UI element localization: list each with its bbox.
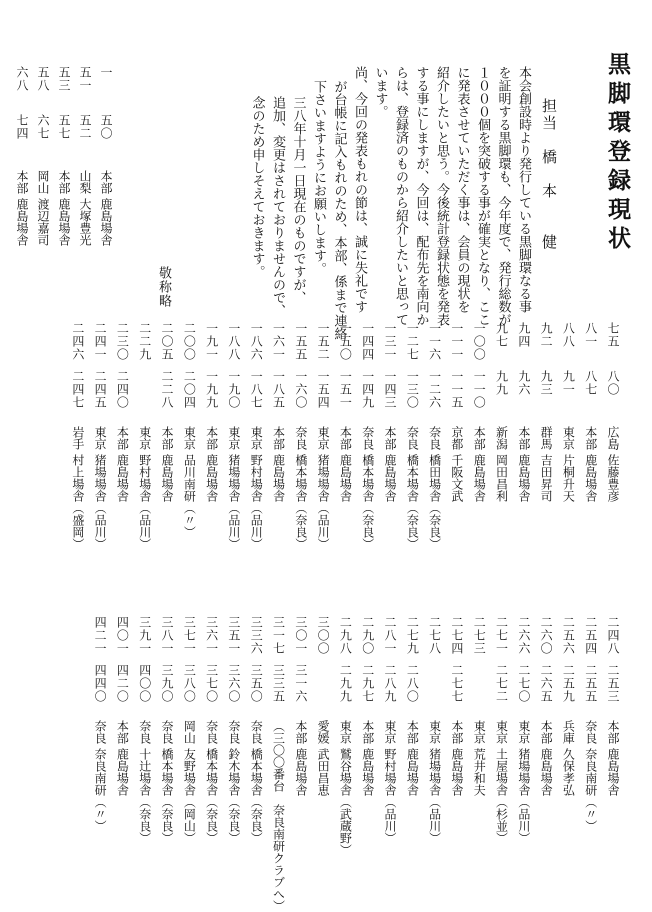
registry-place: 本部 bbox=[383, 426, 397, 450]
registry-n1: 二〇〇 bbox=[182, 322, 197, 361]
registry-n2: 二七〇 bbox=[516, 664, 531, 703]
registry-place: 本部 bbox=[449, 720, 464, 744]
registry-name: 橋本場舎（奈良） bbox=[204, 748, 219, 844]
registry-n1: 九四 bbox=[516, 322, 531, 348]
registry-n1: 二〇五 bbox=[160, 322, 174, 361]
registry-place: 東京 bbox=[182, 426, 197, 450]
document-title: 黒脚環登録現状 bbox=[604, 52, 631, 255]
registry-place: 東京 bbox=[516, 720, 531, 744]
registry-name: 橋田場舎（奈良） bbox=[427, 454, 442, 550]
registry-place: 広島 bbox=[606, 426, 620, 450]
registry-n1: 二四八 bbox=[606, 616, 620, 655]
registry-place: 東京 bbox=[226, 426, 241, 450]
honorific-note: 敬称略 bbox=[156, 266, 171, 308]
article-body-line: 本会創設時より発行している黒脚環なる事 bbox=[516, 66, 531, 313]
registry-n1: 二五六 bbox=[561, 616, 576, 655]
registry-name: 鈴木場舎（奈良） bbox=[226, 748, 241, 844]
registry-name: 鹿島場舎 bbox=[57, 198, 71, 246]
registry-n2: 八〇 bbox=[606, 370, 620, 396]
registry-n1: 二七九 bbox=[405, 616, 420, 655]
registry-name: 橋本場舎（奈良） bbox=[360, 454, 375, 550]
registry-name: 鹿島場舎 bbox=[405, 748, 420, 796]
registry-n2: 三九〇 bbox=[160, 664, 174, 703]
registry-place: 本部 bbox=[360, 720, 375, 744]
registry-name: 吉田昇司 bbox=[539, 454, 554, 502]
registry-name: 友野場舎（岡山） bbox=[182, 748, 197, 844]
registry-name: 千阪文武 bbox=[449, 454, 464, 502]
article-body-line: する事にしますが、今回は、配布先を南向か bbox=[413, 66, 429, 326]
registry-n1: 四〇一 bbox=[115, 616, 130, 655]
registry-name: 奈良南研（〃） bbox=[93, 748, 108, 832]
registry-n2: 二六五 bbox=[539, 664, 554, 703]
registry-n2: 一二六 bbox=[427, 370, 442, 409]
registry-n2: 二〇四 bbox=[182, 370, 197, 409]
registry-place: 奈良 bbox=[249, 720, 264, 744]
article-body-line: います。 bbox=[372, 66, 388, 118]
registry-place: 東京 bbox=[561, 426, 576, 450]
registry-place: 群馬 bbox=[539, 426, 554, 450]
registry-n1: 二七八 bbox=[427, 616, 442, 655]
registry-name: 鹿島場舎 bbox=[583, 454, 598, 502]
registry-n1: 二五四 bbox=[583, 616, 598, 655]
registry-name: 荒井和夫 bbox=[472, 748, 487, 796]
registry-name: 鹿島場舎 bbox=[204, 454, 219, 502]
registry-place: 本部 bbox=[57, 170, 71, 194]
registry-n2: 二四五 bbox=[93, 370, 108, 409]
registry-place: 本部 bbox=[204, 426, 219, 450]
registry-place: 愛媛 bbox=[316, 720, 331, 744]
registry-n2: 二九七 bbox=[360, 664, 375, 703]
registry-name: 鹿島場舎 bbox=[115, 748, 130, 796]
registry-n1: 一一六 bbox=[427, 322, 442, 361]
registry-n2: 一四三 bbox=[383, 370, 397, 409]
registry-place: 奈良 bbox=[583, 720, 598, 744]
registry-name: 鹿島場舎 bbox=[271, 454, 286, 502]
registry-place: 東京 bbox=[137, 426, 152, 450]
registry-place: 東京 bbox=[472, 720, 487, 744]
registry-place: 東京 bbox=[427, 720, 442, 744]
author-line: 担当 橋 本 健 bbox=[540, 98, 558, 251]
registry-n1: 六八 bbox=[15, 66, 29, 92]
registry-n1: 三〇〇 bbox=[316, 616, 331, 655]
registry-name: 鹿島場舎 bbox=[383, 454, 397, 502]
registry-name: （三〇〇番台 奈良南研クラブへ） bbox=[271, 720, 286, 912]
registry-place: 本部 bbox=[160, 426, 174, 450]
registry-n1: 一二七 bbox=[405, 322, 420, 361]
registry-n2: 二四〇 bbox=[115, 370, 130, 409]
registry-n1: 三五一 bbox=[226, 616, 241, 655]
registry-name: 橋本場舎（奈良） bbox=[249, 748, 264, 844]
article-body-line: 三八年十月一日現在のものですが、 bbox=[290, 96, 306, 304]
registry-place: 奈良 bbox=[226, 720, 241, 744]
registry-place: 岩手 bbox=[70, 426, 85, 450]
registry-n1: 八八 bbox=[561, 322, 576, 348]
registry-n2: 六七 bbox=[36, 114, 50, 140]
registry-place: 本部 bbox=[539, 720, 554, 744]
registry-n1: 三九一 bbox=[137, 616, 152, 655]
registry-place: 奈良 bbox=[93, 720, 108, 744]
registry-place: 奈良 bbox=[360, 426, 375, 450]
registry-place: 奈良 bbox=[405, 426, 420, 450]
registry-n2: 二五三 bbox=[606, 664, 620, 703]
registry-n1: 二九八 bbox=[338, 616, 353, 655]
registry-place: 本部 bbox=[472, 426, 487, 450]
registry-name: 猪場場舎（品川） bbox=[93, 454, 108, 550]
registry-n2: 二七七 bbox=[449, 664, 464, 703]
registry-name: 佐藤豊彦 bbox=[606, 454, 620, 502]
registry-place: 東京 bbox=[249, 426, 264, 450]
article-body-line: 紹介したいと思う。今後統計登録状態を発表 bbox=[434, 66, 449, 326]
registry-n2: 三三五 bbox=[271, 664, 286, 703]
registry-n2: 一四九 bbox=[360, 370, 375, 409]
registry-name: 猪場場舎（品川） bbox=[316, 454, 331, 550]
registry-n2: 五〇 bbox=[99, 114, 113, 140]
registry-n1: 二九〇 bbox=[360, 616, 375, 655]
registry-place: 本部 bbox=[15, 170, 29, 194]
article-body-line: を証明する黒脚環も、今年度で、発行総数が bbox=[495, 66, 511, 326]
registry-n2: 八七 bbox=[583, 370, 598, 396]
registry-n1: 二四六 bbox=[70, 322, 85, 361]
registry-n1: 一三一 bbox=[383, 322, 397, 361]
registry-place: 奈良 bbox=[293, 426, 308, 450]
registry-n1: 一五〇 bbox=[338, 322, 353, 361]
registry-n1: 五三 bbox=[57, 66, 71, 92]
article-body-line: 尚、今回の発表もれの節は、誠に失礼です bbox=[352, 66, 367, 313]
article-body-line: １０００個を突破する事が確実となり、ここ bbox=[475, 66, 490, 326]
registry-n1: 一九一 bbox=[204, 322, 219, 361]
registry-n2: 三八〇 bbox=[182, 664, 197, 703]
registry-place: 東京 bbox=[316, 426, 331, 450]
registry-n1: 二二九 bbox=[137, 322, 152, 361]
registry-n2: 一八五 bbox=[271, 370, 286, 409]
registry-place: 本部 bbox=[293, 720, 308, 744]
registry-n2: 一八七 bbox=[249, 370, 264, 409]
registry-place: 本部 bbox=[99, 170, 113, 194]
registry-place: 本部 bbox=[606, 720, 620, 744]
registry-place: 東京 bbox=[338, 720, 353, 744]
registry-n2: 三五〇 bbox=[249, 664, 264, 703]
registry-name: 野村場舎（品川） bbox=[383, 748, 397, 844]
registry-n1: 三七一 bbox=[182, 616, 197, 655]
registry-name: 土屋場舎（杉並） bbox=[494, 748, 509, 844]
registry-n1: 三〇一 bbox=[293, 616, 308, 655]
registry-n2: 七四 bbox=[15, 114, 29, 140]
registry-name: 鹿島場舎 bbox=[539, 748, 554, 796]
registry-name: 鹿島場舎 bbox=[293, 748, 308, 796]
article-body-line: らは、登録済のものから紹介したいと思って bbox=[393, 66, 408, 326]
registry-name: 村上場舎（盛岡） bbox=[70, 454, 85, 550]
registry-n1: 二四一 bbox=[93, 322, 108, 361]
registry-n2: 二四七 bbox=[70, 370, 85, 409]
registry-n2: 二二八 bbox=[160, 370, 174, 409]
registry-n2: 一六〇 bbox=[293, 370, 308, 409]
registry-place: 奈良 bbox=[204, 720, 219, 744]
registry-name: 片桐升天 bbox=[561, 454, 576, 502]
registry-n2: 一九九 bbox=[204, 370, 219, 409]
registry-n1: 一一一 bbox=[449, 322, 464, 361]
registry-name: 猪場場舎（品川） bbox=[427, 748, 442, 844]
registry-n1: 二八一 bbox=[383, 616, 397, 655]
registry-n2: 二五五 bbox=[583, 664, 598, 703]
registry-n1: 五一 bbox=[78, 66, 92, 92]
registry-name: 渡辺嘉司 bbox=[36, 198, 50, 246]
registry-n1: 九二 bbox=[539, 322, 554, 348]
registry-n2: 四四〇 bbox=[93, 664, 108, 703]
registry-n2: 九一 bbox=[561, 370, 576, 396]
registry-name: 野村場舎（品川） bbox=[137, 454, 152, 550]
registry-n2: 三七〇 bbox=[204, 664, 219, 703]
registry-n2: 四〇〇 bbox=[137, 664, 152, 703]
registry-n2: 一一五 bbox=[449, 370, 464, 409]
registry-n2: 一九〇 bbox=[226, 370, 241, 409]
registry-n1: 一四四 bbox=[360, 322, 375, 361]
registry-place: 東京 bbox=[383, 720, 397, 744]
registry-n1: 九七 bbox=[494, 322, 509, 348]
registry-n2: 二八九 bbox=[383, 664, 397, 703]
registry-n1: 七五 bbox=[606, 322, 620, 348]
article-body-line: が台帳に記入もれのため、本部、係まで連絡 bbox=[331, 80, 347, 340]
registry-name: 野村場舎（品川） bbox=[249, 454, 264, 550]
registry-name: 猪場場舎（品川） bbox=[226, 454, 241, 550]
registry-place: 本部 bbox=[115, 426, 130, 450]
registry-place: 本部 bbox=[338, 426, 353, 450]
registry-n1: 一〇〇 bbox=[472, 322, 487, 361]
registry-name: 奈良南研（〃） bbox=[583, 748, 598, 832]
article-body-line: 念のため申しそえておきます。 bbox=[249, 96, 265, 278]
registry-place: 岡山 bbox=[182, 720, 197, 744]
registry-name: 久保孝弘 bbox=[561, 748, 576, 796]
registry-n1: 二七四 bbox=[449, 616, 464, 655]
registry-n1: 三六一 bbox=[204, 616, 219, 655]
registry-name: 鹿島場舎 bbox=[338, 454, 353, 502]
registry-n2: 二七二 bbox=[494, 664, 509, 703]
registry-n2: 五二 bbox=[78, 114, 92, 140]
registry-place: 本部 bbox=[516, 426, 531, 450]
registry-place: 東京 bbox=[93, 426, 108, 450]
registry-n1: 四二一 bbox=[93, 616, 108, 655]
registry-n2: 九三 bbox=[539, 370, 554, 396]
registry-n2: 三六〇 bbox=[226, 664, 241, 703]
registry-n1: 一五二 bbox=[316, 322, 331, 361]
article-body-line: 追加、変更はされておりませんので、 bbox=[270, 96, 285, 317]
registry-place: 本部 bbox=[405, 720, 420, 744]
registry-n1: 八一 bbox=[583, 322, 598, 348]
registry-n2: 二九九 bbox=[338, 664, 353, 703]
registry-name: 橋本場舎（奈良） bbox=[293, 454, 308, 550]
registry-place: 京都 bbox=[449, 426, 464, 450]
registry-name: 鹿島場舎 bbox=[115, 454, 130, 502]
registry-place: 東京 bbox=[494, 720, 509, 744]
article-body-line: に発表させていただく事は、会員の現状を bbox=[454, 66, 470, 313]
registry-place: 本部 bbox=[115, 720, 130, 744]
registry-place: 兵庫 bbox=[561, 720, 576, 744]
registry-n2: 九六 bbox=[516, 370, 531, 396]
registry-place: 本部 bbox=[271, 426, 286, 450]
registry-name: 橋本場舎（奈良） bbox=[405, 454, 420, 550]
registry-place: 新潟 bbox=[494, 426, 509, 450]
registry-place: 山梨 bbox=[78, 170, 92, 194]
registry-n2: 二五九 bbox=[561, 664, 576, 703]
registry-n1: 一五五 bbox=[293, 322, 308, 361]
registry-name: 品川南研（〃） bbox=[182, 454, 197, 538]
registry-n1: 二七三 bbox=[472, 616, 487, 655]
registry-name: 鷲谷場舎（武蔵野） bbox=[338, 748, 353, 856]
registry-n2: 五七 bbox=[57, 114, 71, 140]
registry-name: 鹿島場舎 bbox=[449, 748, 464, 796]
registry-name: 鹿島場舎 bbox=[472, 454, 487, 502]
registry-n2: 一一〇 bbox=[472, 370, 487, 409]
registry-n1: 二七一 bbox=[494, 616, 509, 655]
registry-place: 岡山 bbox=[36, 170, 50, 194]
registry-place: 本部 bbox=[583, 426, 598, 450]
registry-n1: 二三〇 bbox=[115, 322, 130, 361]
registry-place: 奈良 bbox=[137, 720, 152, 744]
registry-n1: 三一七 bbox=[271, 616, 286, 655]
registry-n2: 一五四 bbox=[316, 370, 331, 409]
registry-place: 奈良 bbox=[427, 426, 442, 450]
registry-place: 奈良 bbox=[160, 720, 174, 744]
registry-n1: 一 bbox=[99, 66, 113, 79]
registry-n2: 一三〇 bbox=[405, 370, 420, 409]
registry-name: 猪場場舎（品川） bbox=[516, 748, 531, 844]
registry-n1: 一六一 bbox=[271, 322, 286, 361]
registry-n1: 二六六 bbox=[516, 616, 531, 655]
registry-name: 鹿島場舎 bbox=[160, 454, 174, 502]
registry-n2: 二八〇 bbox=[405, 664, 420, 703]
registry-name: 十辻場舎（奈良） bbox=[137, 748, 152, 844]
registry-name: 岡田昌利 bbox=[494, 454, 509, 502]
registry-name: 鹿島場舎 bbox=[15, 198, 29, 246]
registry-n1: 五八 bbox=[36, 66, 50, 92]
registry-n2: 三一六 bbox=[293, 664, 308, 703]
registry-n1: 三八一 bbox=[160, 616, 174, 655]
registry-name: 鹿島場舎 bbox=[516, 454, 531, 502]
registry-n1: 二六〇 bbox=[539, 616, 554, 655]
registry-n1: 三三六 bbox=[249, 616, 264, 655]
registry-n1: 一八八 bbox=[226, 322, 241, 361]
registry-name: 鹿島場舎 bbox=[99, 198, 113, 246]
registry-name: 鹿島場舎 bbox=[360, 748, 375, 796]
registry-n2: 四二〇 bbox=[115, 664, 130, 703]
registry-name: 鹿島場舎 bbox=[606, 748, 620, 796]
registry-name: 武田昌恵 bbox=[316, 748, 331, 796]
registry-n2: 九九 bbox=[494, 370, 509, 396]
registry-n1: 一八六 bbox=[249, 322, 264, 361]
article-body-line: 下さいますようにお願いします。 bbox=[311, 80, 326, 275]
registry-name: 橋本場舎（奈良） bbox=[160, 748, 174, 844]
registry-name: 大塚豊光 bbox=[78, 198, 92, 246]
registry-n2: 一五一 bbox=[338, 370, 353, 409]
